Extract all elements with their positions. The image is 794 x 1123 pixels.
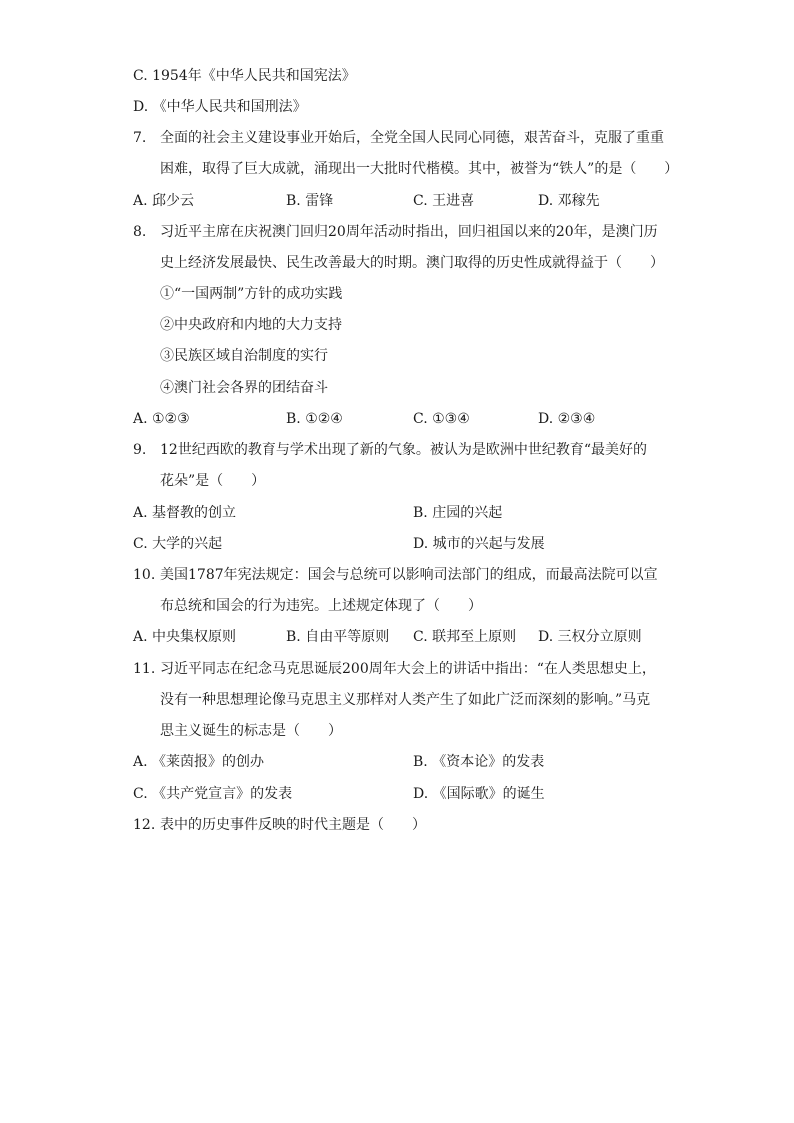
q8-stem-line1: 习近平主席在庆祝澳门回归20周年活动时指出，回归祖国以来的20年，是澳门历 — [160, 224, 658, 240]
q7-number: 7. — [133, 130, 147, 146]
q11-stem-line3: 思主义诞生的标志是（ ） — [160, 723, 342, 739]
q8-option-c: C. ①③④ — [413, 411, 470, 427]
q7-option-d: D. 邓稼先 — [538, 193, 600, 209]
q11-option-d: D. 《国际歌》的诞生 — [413, 786, 545, 802]
q9-option-a: A. 基督教的创立 — [133, 505, 237, 521]
q10-option-d: D. 三权分立原则 — [538, 629, 642, 645]
q10-option-b: B. 自由平等原则 — [286, 629, 390, 645]
q8-option-a: A. ①②③ — [133, 411, 190, 427]
q10-option-c: C. 联邦至上原则 — [413, 629, 517, 645]
q8-item-1: ①“一国两制”方针的成功实践 — [160, 286, 343, 302]
q11-option-a: A. 《莱茵报》的创办 — [133, 754, 265, 770]
q12-stem-line1: 表中的历史事件反映的时代主题是（ ） — [160, 817, 426, 833]
q8-item-2: ②中央政府和内地的大力支持 — [160, 317, 342, 333]
q7-option-b: B. 雷锋 — [286, 193, 334, 209]
q10-option-a: A. 中央集权原则 — [133, 629, 237, 645]
q7-option-c: C. 王进喜 — [413, 193, 475, 209]
q11-option-b: B. 《资本论》的发表 — [413, 754, 545, 770]
q7-stem-line1: 全面的社会主义建设事业开始后，全党全国人民同心同德，艰苦奋斗，克服了重重 — [160, 130, 664, 146]
q10-stem-line2: 布总统和国会的行为违宪。上述规定体现了（ ） — [160, 598, 482, 614]
q9-number: 9. — [133, 442, 147, 458]
q8-option-b: B. ①②④ — [286, 411, 343, 427]
q9-option-d: D. 城市的兴起与发展 — [413, 536, 545, 552]
q8-item-4: ④澳门社会各界的团结奋斗 — [160, 380, 328, 396]
q8-option-d: D. ②③④ — [538, 411, 596, 427]
q11-stem-line1: 习近平同志在纪念马克思诞辰200周年大会上的讲话中指出：“在人类思想史上， — [160, 661, 656, 677]
q10-stem-line1: 美国1787年宪法规定：国会与总统可以影响司法部门的组成，而最高法院可以宣 — [160, 567, 658, 583]
q8-number: 8. — [133, 224, 147, 240]
q8-item-3: ③民族区域自治制度的实行 — [160, 348, 328, 364]
q9-stem-line2: 花朵”是（ ） — [160, 473, 266, 489]
q8-stem-line2: 史上经济发展最快、民生改善最大的时期。澳门取得的历史性成就得益于（ ） — [160, 255, 664, 271]
q9-stem-line1: 12世纪西欧的教育与学术出现了新的气象。被认为是欧洲中世纪教育“最美好的 — [160, 442, 647, 458]
q9-option-b: B. 庄园的兴起 — [413, 505, 503, 521]
q7-stem-line2: 困难，取得了巨大成就，涌现出一大批时代楷模。其中，被誉为“铁人”的是（ ） — [160, 161, 679, 177]
q11-number: 11. — [133, 661, 156, 677]
q10-number: 10. — [133, 567, 156, 583]
q6-option-d: D. 《中华人民共和国刑法》 — [133, 99, 307, 115]
q9-option-c: C. 大学的兴起 — [133, 536, 223, 552]
q7-option-a: A. 邱少云 — [133, 193, 195, 209]
q12-number: 12. — [133, 817, 156, 833]
q6-option-c: C. 1954年《中华人民共和国宪法》 — [133, 68, 356, 84]
q11-option-c: C. 《共产党宣言》的发表 — [133, 786, 293, 802]
q11-stem-line2: 没有一种思想理论像马克思主义那样对人类产生了如此广泛而深刻的影响。”马克 — [160, 692, 651, 708]
